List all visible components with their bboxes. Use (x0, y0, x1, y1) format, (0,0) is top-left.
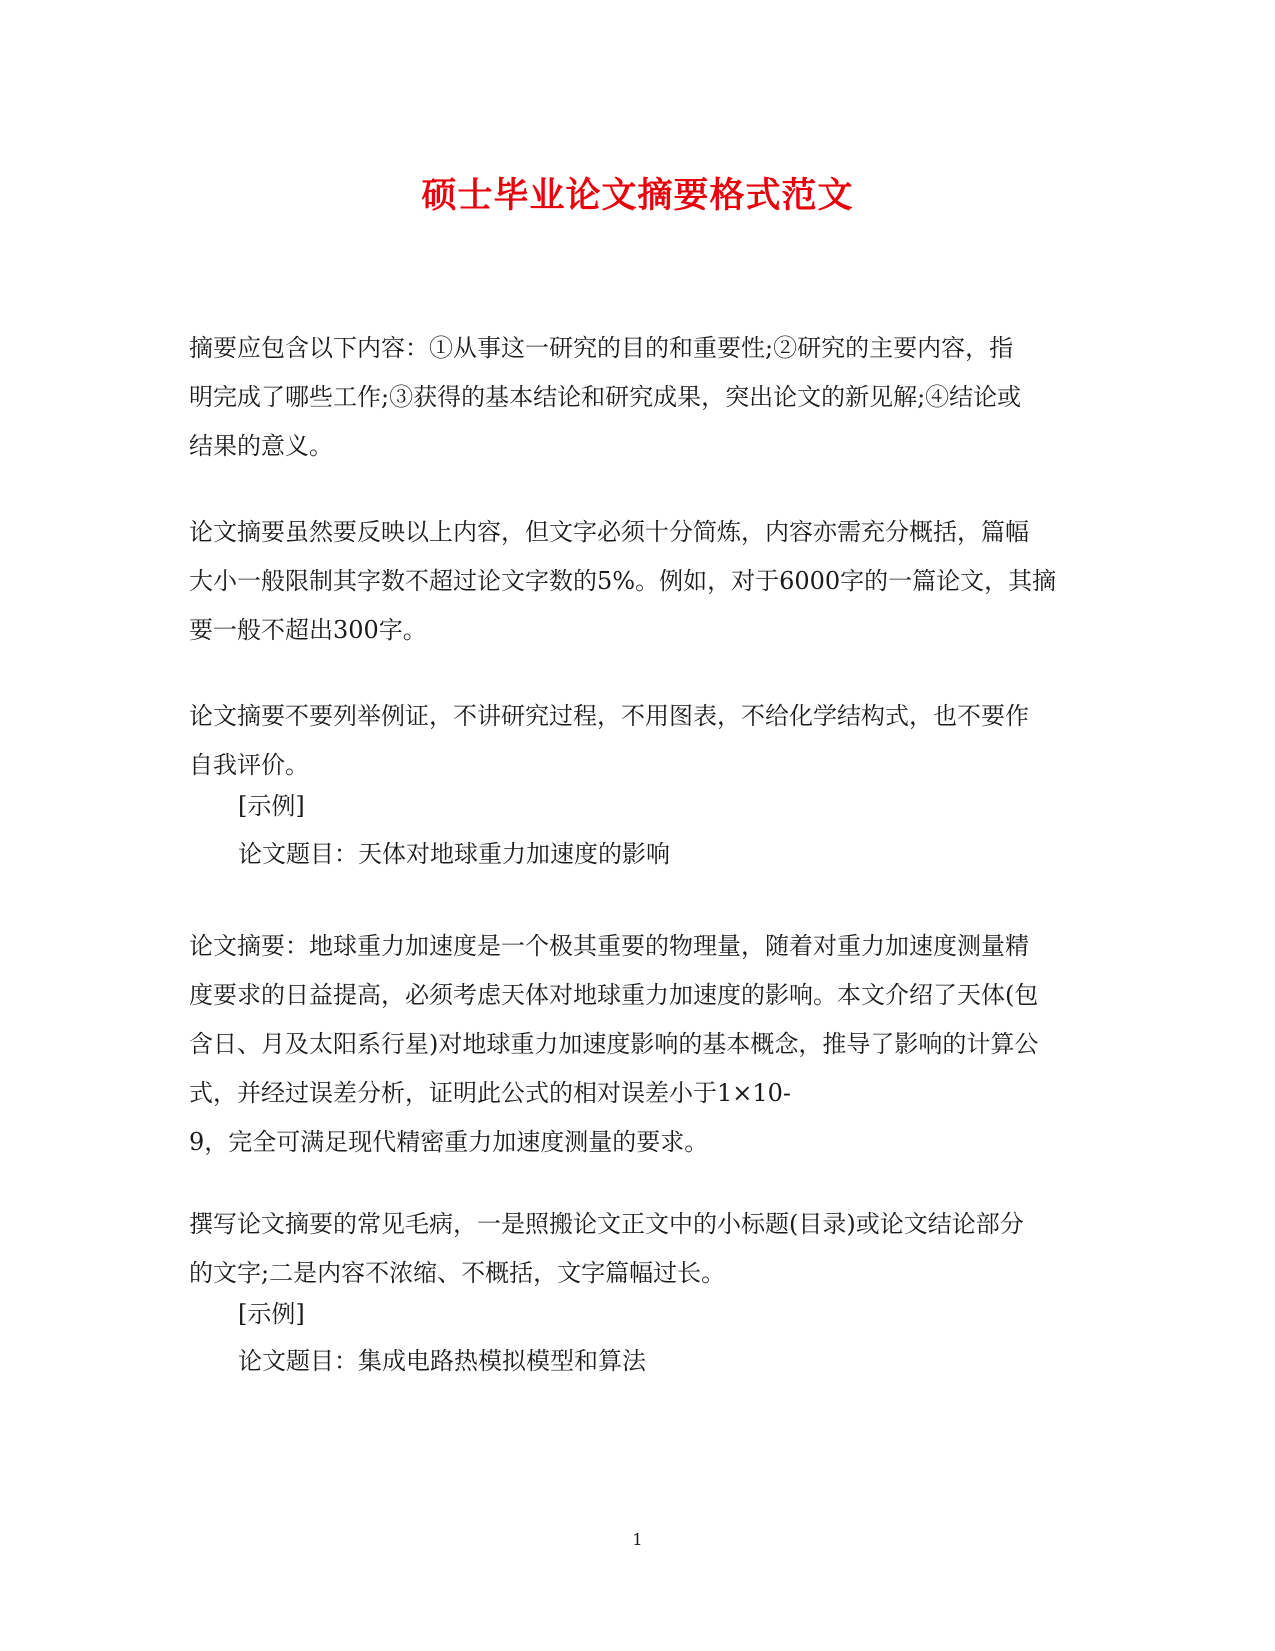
text-line: 度要求的日益提高，必须考虑天体对地球重力加速度的影响。本文介绍了天体(包 (189, 981, 1039, 1009)
text-line: 论文摘要不要列举例证，不讲研究过程，不用图表，不给化学结构式，也不要作 (189, 702, 1029, 730)
example-topic: 论文题目：集成电路热模拟模型和算法 (238, 1347, 646, 1375)
example-topic: 论文题目：天体对地球重力加速度的影响 (238, 840, 670, 868)
text-line: 论文摘要：地球重力加速度是一个极其重要的物理量，随着对重力加速度测量精 (189, 932, 1029, 960)
page-number: 1 (632, 1530, 643, 1549)
example-label: [示例] (238, 1300, 305, 1328)
text-line: 明完成了哪些工作;③获得的基本结论和研究成果，突出论文的新见解;④结论或 (189, 383, 1022, 411)
document-title: 硕士毕业论文摘要格式范文 (421, 175, 854, 216)
paragraph-common-mistakes (189, 1200, 1079, 1298)
text-line: 摘要应包含以下内容：①从事这一研究的目的和重要性;②研究的主要内容，指 (189, 334, 1014, 362)
text-line: 撰写论文摘要的常见毛病，一是照搬论文正文中的小标题(目录)或论文结论部分 (189, 1210, 1024, 1238)
text-line: 式，并经过误差分析，证明此公式的相对误差小于1×10- (189, 1079, 792, 1107)
text-line: 的文字;二是内容不浓缩、不概括，文字篇幅过长。 (189, 1259, 726, 1287)
text-line: 自我评价。 (189, 751, 309, 779)
text-line: 9，完全可满足现代精密重力加速度测量的要求。 (189, 1128, 709, 1156)
text-line: 结果的意义。 (189, 432, 333, 460)
text-line: 要一般不超出300字。 (189, 616, 427, 644)
text-line: 论文摘要虽然要反映以上内容，但文字必须十分简炼，内容亦需充分概括，篇幅 (189, 518, 1029, 546)
text-line: 含日、月及太阳系行星)对地球重力加速度影响的基本概念，推导了影响的计算公 (189, 1030, 1039, 1058)
paragraph-abstract-length (189, 508, 1079, 655)
example-label: [示例] (238, 792, 305, 820)
text-line: 大小一般限制其字数不超过论文字数的5%。例如，对于6000字的一篇论文，其摘 (189, 567, 1057, 595)
paragraph-abstract-contents (189, 324, 1079, 471)
paragraph-abstract-restrictions (189, 692, 1079, 790)
paragraph-example-abstract (189, 922, 1079, 1167)
